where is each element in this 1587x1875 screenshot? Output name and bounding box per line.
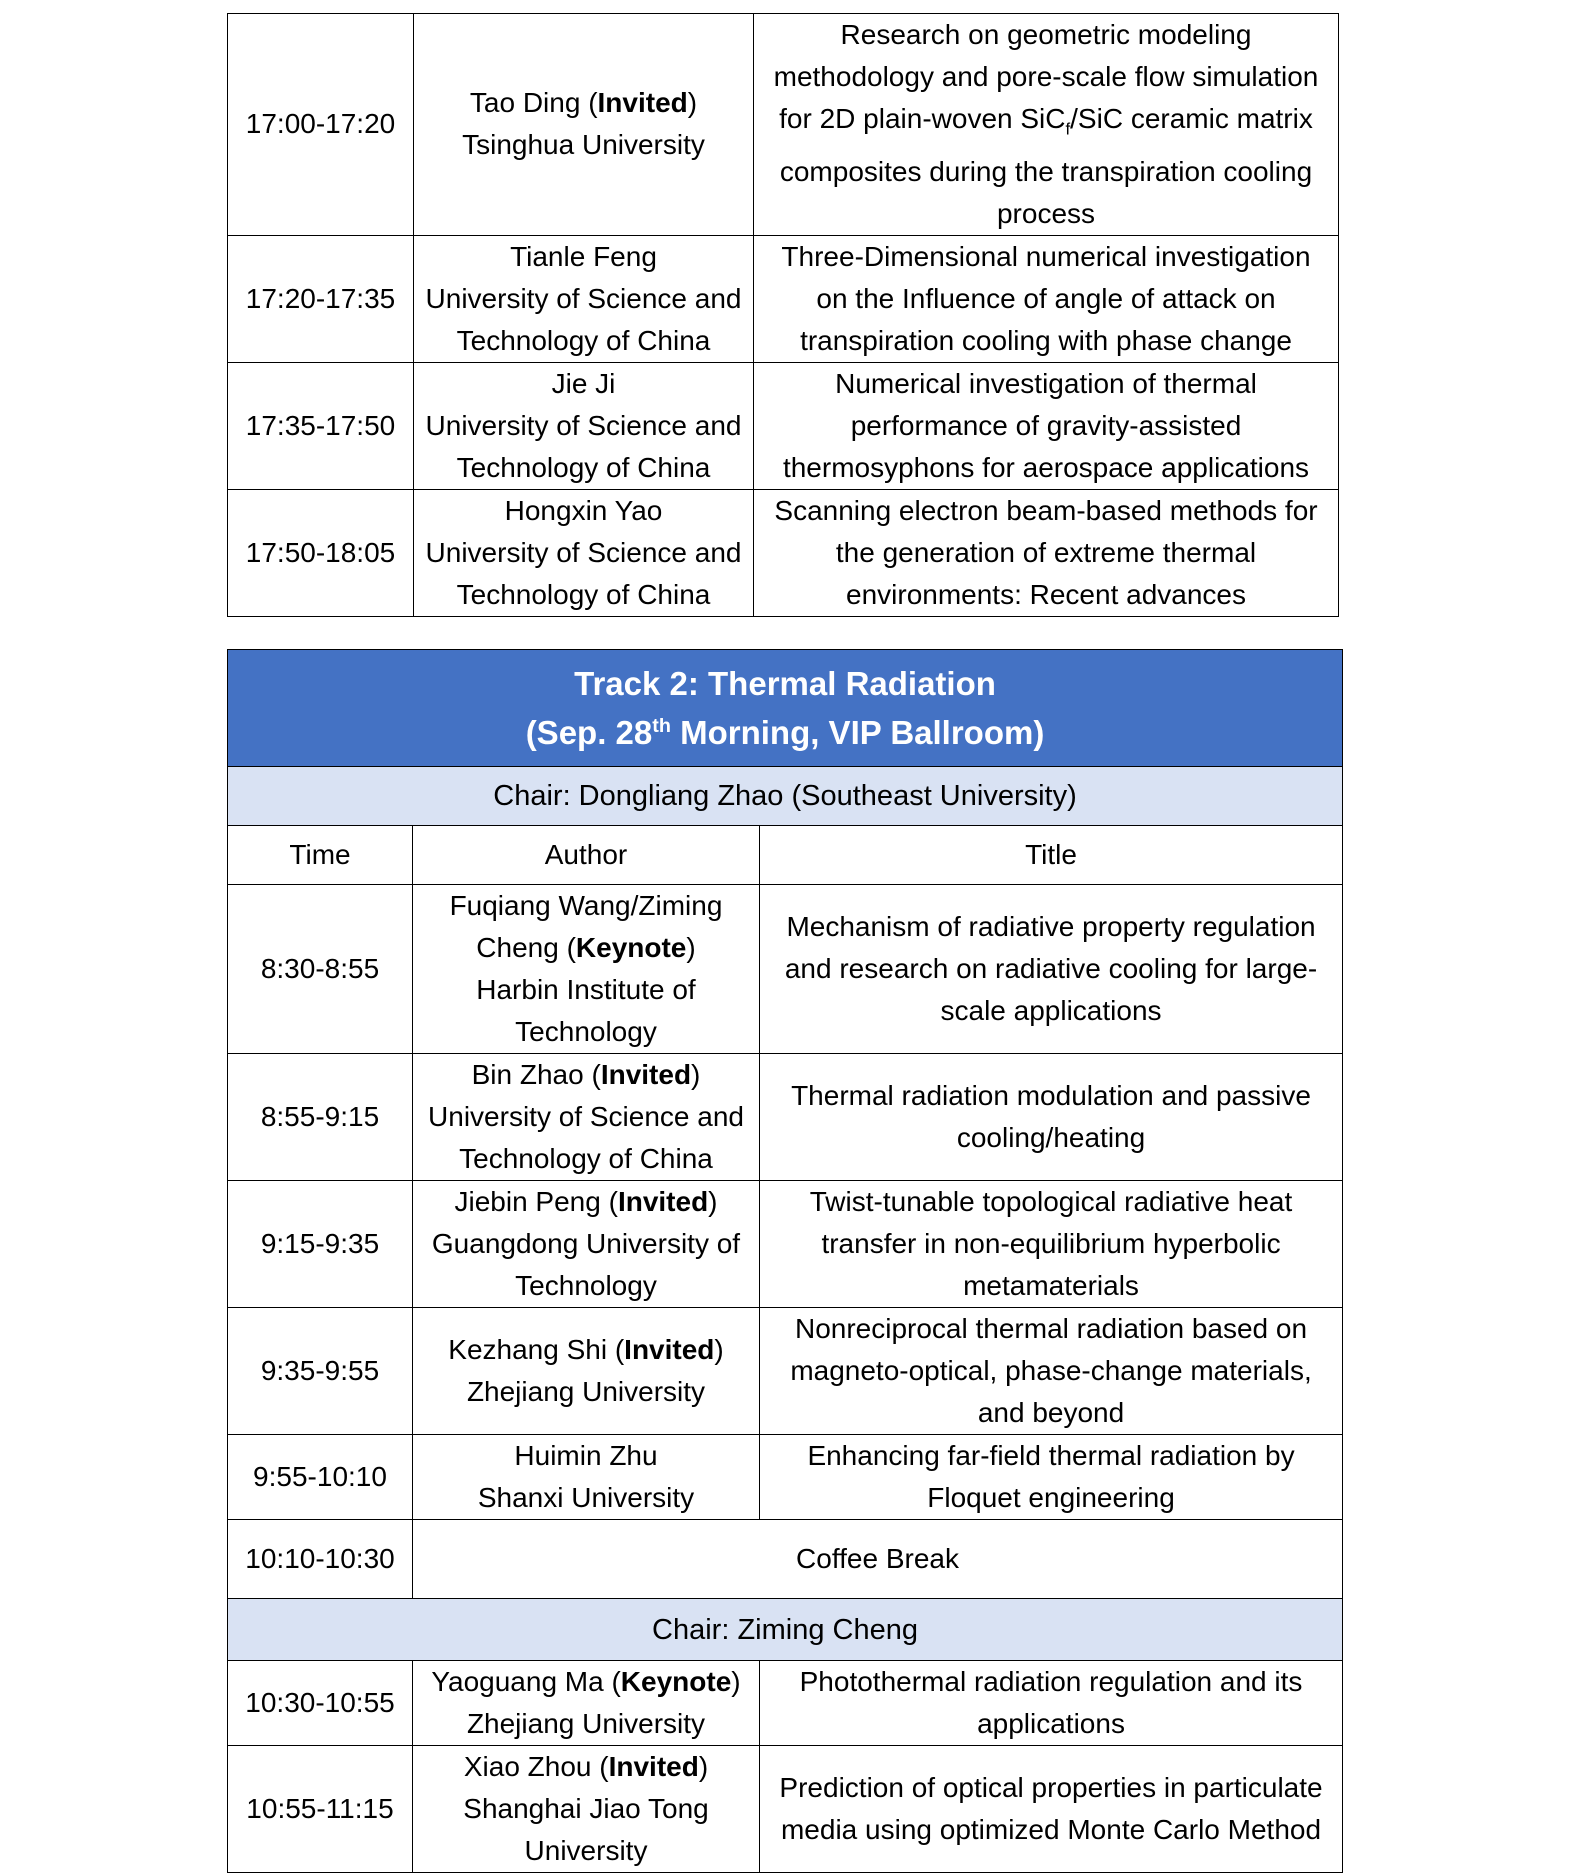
track-title: Track 2: Thermal Radiation bbox=[574, 664, 996, 702]
author-affiliation: Tsinghua University bbox=[462, 129, 705, 161]
author-name: Hongxin Yao bbox=[504, 494, 663, 526]
author-cell: Tao Ding (Invited) Tsinghua University bbox=[414, 14, 754, 236]
table-row bbox=[228, 885, 1343, 1054]
column-header-row bbox=[228, 826, 1343, 885]
time-cell: 10:30-10:55 bbox=[228, 1661, 413, 1746]
author-name: Bin Zhao bbox=[471, 1059, 584, 1090]
time-cell: 17:00-17:20 bbox=[228, 14, 414, 236]
author-cell: Fuqiang Wang/Ziming Cheng (Keynote) Harbin Institute of Technology bbox=[413, 885, 760, 1054]
author-name: Yaoguang Ma bbox=[431, 1666, 604, 1697]
author-affiliation: University of Science and Technology of China bbox=[428, 1101, 744, 1174]
author-name: Xiao Zhou bbox=[463, 1751, 592, 1782]
table-row bbox=[228, 1054, 1343, 1181]
author-name: Huimin Zhu bbox=[514, 1440, 658, 1471]
title-cell: Mechanism of radiative property regulation and research on radiative cooling for large-scale applications bbox=[760, 885, 1343, 1054]
author-role: Invited bbox=[608, 1751, 699, 1782]
title-cell: Photothermal radiation regulation and its applications bbox=[760, 1661, 1343, 1746]
author-role: Invited bbox=[597, 87, 688, 119]
time-cell: 17:20-17:35 bbox=[228, 235, 414, 362]
time-cell: 9:15-9:35 bbox=[228, 1181, 413, 1308]
author-affiliation: University of Science and Technology of China bbox=[425, 409, 742, 483]
column-header-time: Time bbox=[228, 826, 413, 885]
table-row bbox=[228, 1661, 1343, 1746]
time-cell: 17:35-17:50 bbox=[228, 362, 414, 489]
chair-label: Chair: Dongliang Zhao (Southeast University) bbox=[228, 767, 1343, 826]
chair-row bbox=[228, 1599, 1343, 1661]
break-row bbox=[228, 1520, 1343, 1599]
author-affiliation: Shanxi University bbox=[477, 1482, 695, 1513]
author-name: Fuqiang Wang/Ziming Cheng bbox=[449, 890, 723, 963]
table-row bbox=[228, 14, 1339, 236]
track2-schedule-table bbox=[227, 649, 1343, 1873]
author-cell: Jiebin Peng (Invited) Guangdong University of Technology bbox=[413, 1181, 760, 1308]
title-cell: Prediction of optical properties in particulate media using optimized Monte Carlo Method bbox=[760, 1746, 1343, 1873]
table-row bbox=[228, 1435, 1343, 1520]
author-role: Invited bbox=[617, 1186, 709, 1217]
author-affiliation: Zhejiang University bbox=[466, 1376, 706, 1407]
author-affiliation: University of Science and Technology of China bbox=[425, 536, 742, 610]
author-cell bbox=[414, 362, 754, 489]
track-header bbox=[228, 650, 1343, 767]
time-cell: 9:55-10:10 bbox=[228, 1435, 413, 1520]
title-cell: Thermal radiation modulation and passive cooling/heating bbox=[760, 1054, 1343, 1181]
author-name: Jiebin Peng bbox=[454, 1186, 601, 1217]
author-affiliation: Guangdong University of Technology bbox=[431, 1228, 741, 1301]
table-row bbox=[228, 235, 1339, 362]
chair-label: Chair: Ziming Cheng bbox=[228, 1599, 1343, 1661]
track-subtitle: (Sep. 28th Morning, VIP Ballroom) bbox=[525, 713, 1045, 751]
time-cell: 8:30-8:55 bbox=[228, 885, 413, 1054]
table-row bbox=[228, 1308, 1343, 1435]
author-affiliation: Shanghai Jiao Tong University bbox=[463, 1793, 709, 1866]
chair-row bbox=[228, 767, 1343, 826]
table-row bbox=[228, 1746, 1343, 1873]
author-role: Invited bbox=[600, 1059, 692, 1090]
title-cell: Three-Dimensional numerical investigation on the Influence of angle of attack on transpiration cooling with phase change bbox=[754, 235, 1339, 362]
author-name: Kezhang Shi bbox=[448, 1334, 608, 1365]
time-cell: 9:35-9:55 bbox=[228, 1308, 413, 1435]
author-affiliation: Zhejiang University bbox=[466, 1708, 706, 1739]
author-name: Tianle Feng bbox=[510, 240, 657, 272]
time-cell: 10:55-11:15 bbox=[228, 1746, 413, 1873]
author-name: Tao Ding bbox=[469, 87, 581, 119]
author-cell bbox=[414, 235, 754, 362]
author-cell: Bin Zhao (Invited) University of Science and Technology of China bbox=[413, 1054, 760, 1181]
time-cell: 8:55-9:15 bbox=[228, 1054, 413, 1181]
coffee-break-label: Coffee Break bbox=[413, 1520, 1343, 1599]
title-cell: Twist-tunable topological radiative heat transfer in non-equilibrium hyperbolic metamaterials bbox=[760, 1181, 1343, 1308]
title-cell: Nonreciprocal thermal radiation based on magneto-optical, phase-change materials, and beyond bbox=[760, 1308, 1343, 1435]
table-row bbox=[228, 489, 1339, 616]
title-cell: Research on geometric modeling methodology and pore-scale flow simulation for 2D plain-woven SiC$_f$/SiC ceramic matrix composites during the transpiration cooling process bbox=[754, 14, 1339, 236]
title-cell: Scanning electron beam-based methods for the generation of extreme thermal environments: Recent advances bbox=[754, 489, 1339, 616]
column-header-title: Title bbox=[760, 826, 1343, 885]
author-cell bbox=[414, 489, 754, 616]
time-cell: 10:10-10:30 bbox=[228, 1520, 413, 1599]
author-cell bbox=[413, 1435, 760, 1520]
title-cell: Enhancing far-field thermal radiation by Floquet engineering bbox=[760, 1435, 1343, 1520]
author-role: Keynote bbox=[575, 932, 687, 963]
title-cell: Numerical investigation of thermal performance of gravity-assisted thermosyphons for aerospace applications bbox=[754, 362, 1339, 489]
author-role: Invited bbox=[624, 1334, 715, 1365]
author-cell: Kezhang Shi (Invited) Zhejiang University bbox=[413, 1308, 760, 1435]
author-role: Keynote bbox=[620, 1666, 732, 1697]
column-header-author: Author bbox=[413, 826, 760, 885]
time-cell: 17:50-18:05 bbox=[228, 489, 414, 616]
author-cell: Xiao Zhou (Invited) Shanghai Jiao Tong University bbox=[413, 1746, 760, 1873]
author-name: Jie Ji bbox=[551, 367, 616, 399]
author-affiliation: University of Science and Technology of China bbox=[425, 282, 742, 356]
table-row bbox=[228, 1181, 1343, 1308]
author-affiliation: Harbin Institute of Technology bbox=[476, 974, 696, 1047]
author-cell: Yaoguang Ma (Keynote) Zhejiang University bbox=[413, 1661, 760, 1746]
track1-continuation-table bbox=[227, 13, 1339, 617]
table-row bbox=[228, 362, 1339, 489]
